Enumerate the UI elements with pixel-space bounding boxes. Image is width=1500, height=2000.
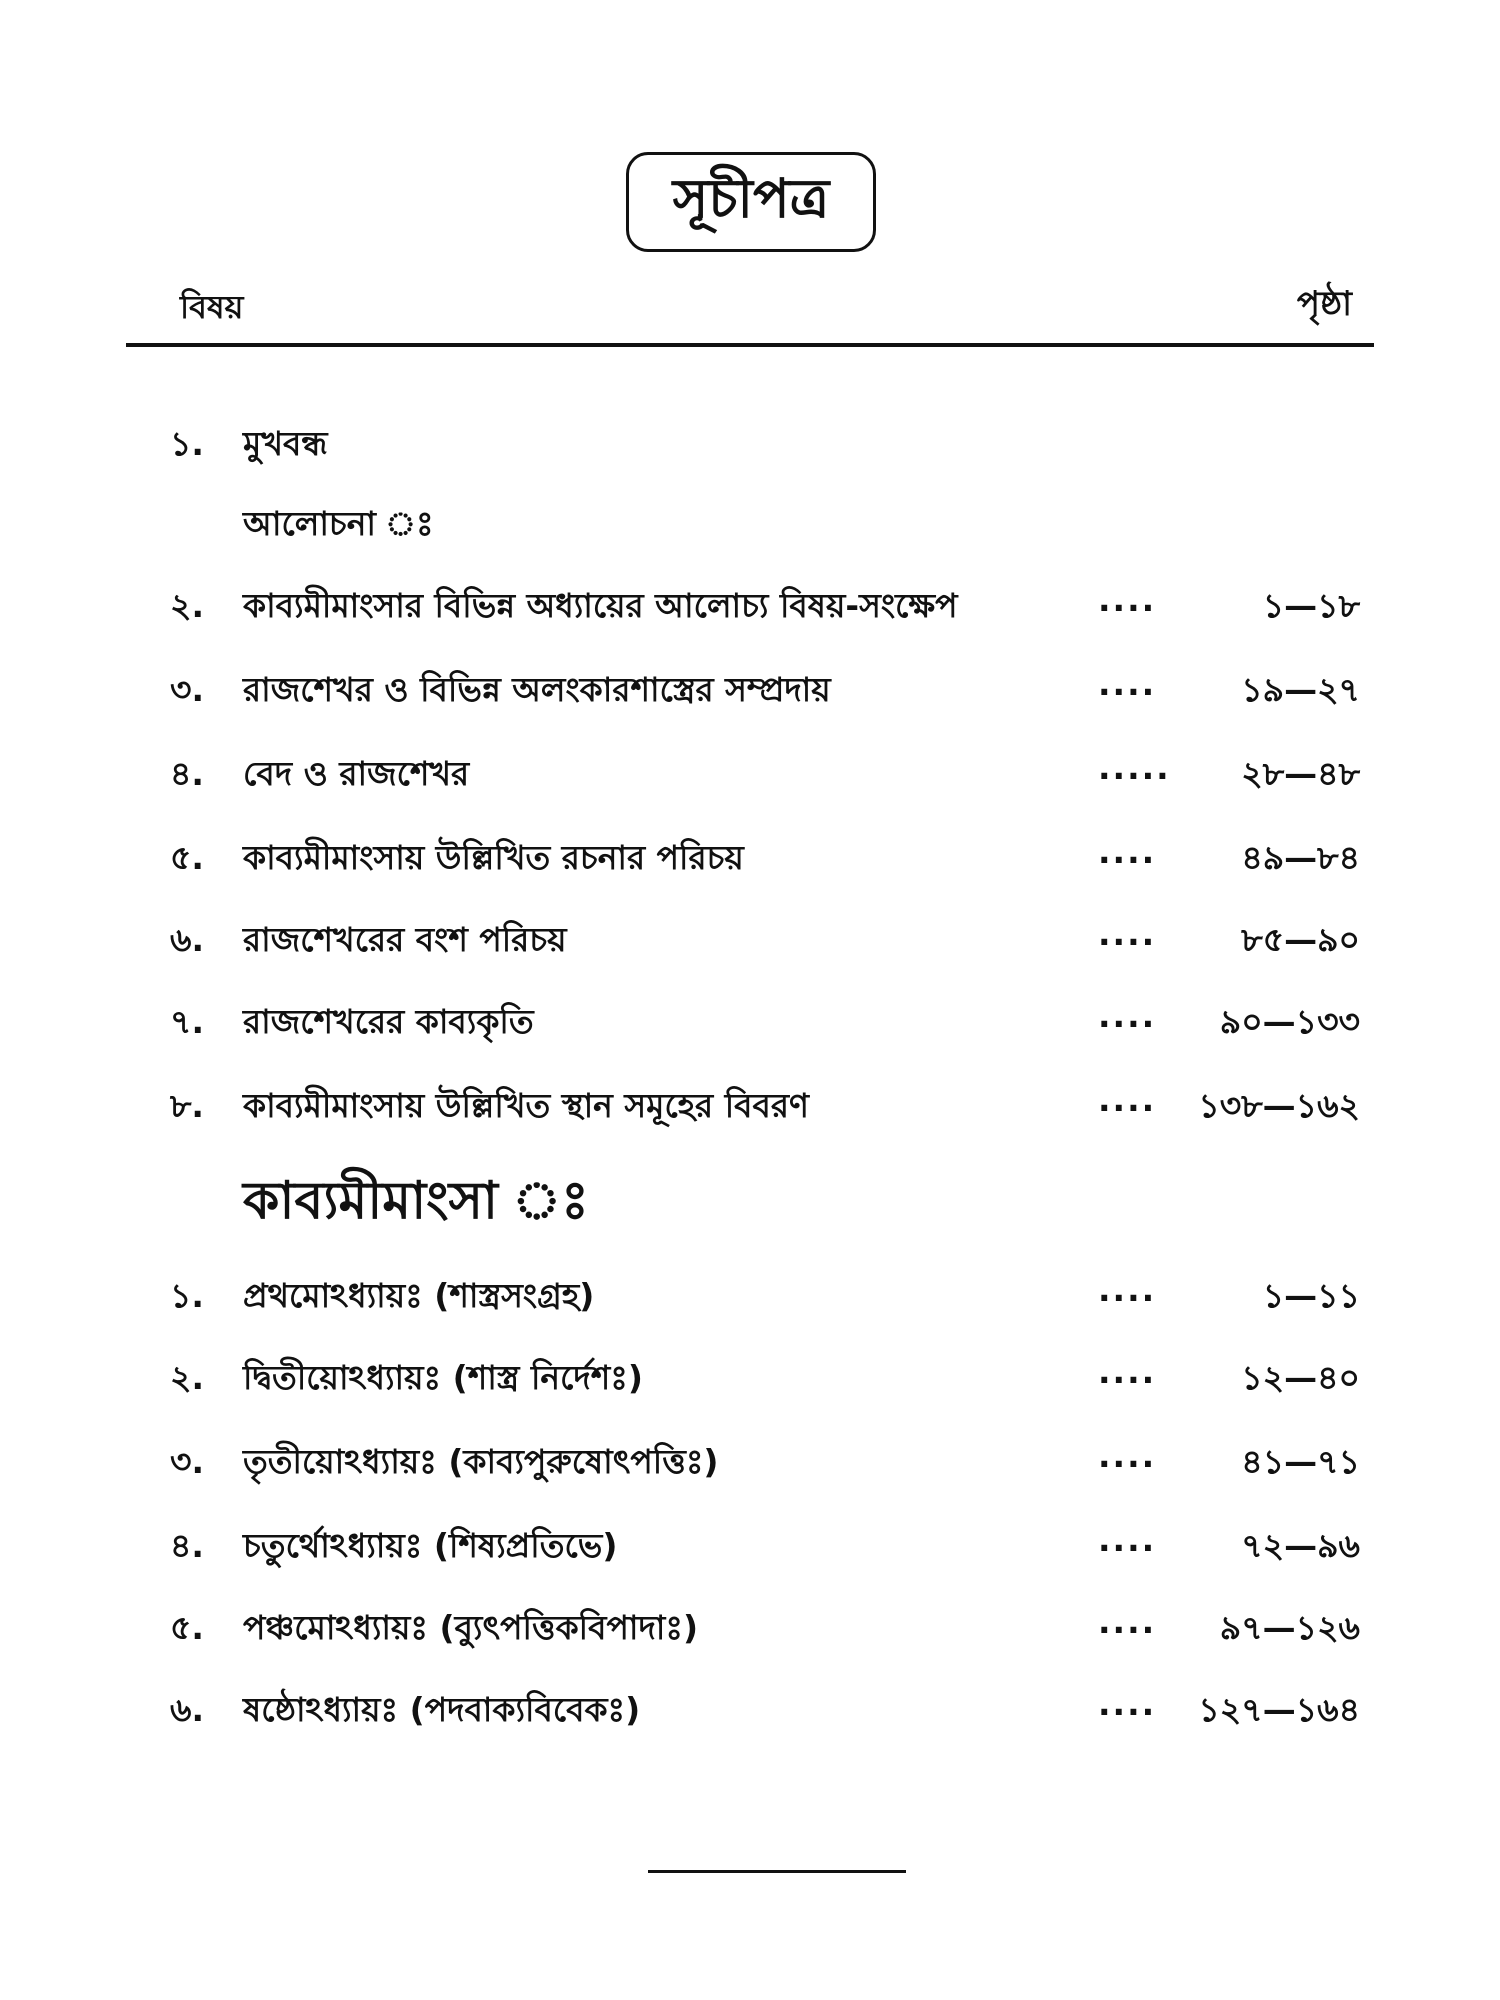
entry-title: চতুর্থোঽধ্যায়ঃ (শিষ্যপ্রতিভে): [243, 1526, 618, 1565]
entry-pages: ২৮—৪৮: [1241, 754, 1360, 793]
entry-title: ষষ্ঠোঽধ্যায়ঃ (পদবাক্যবিবেকঃ): [243, 1690, 641, 1729]
entry-number: ১.: [170, 424, 204, 463]
entry-title: মুখবন্ধ: [243, 424, 328, 463]
toc-entry: [0, 914, 1500, 964]
entry-leader: ....: [1098, 580, 1157, 619]
toc-entry-preface: [0, 418, 1500, 468]
end-rule: [648, 1870, 906, 1873]
entry-leader: .....: [1098, 748, 1171, 787]
page-title: সূচীপত্র: [626, 152, 876, 252]
entry-leader: ....: [1098, 996, 1157, 1035]
toc-entry: [0, 1270, 1500, 1320]
toc-entry: [0, 1520, 1500, 1570]
entry-number: ৩.: [170, 1442, 204, 1481]
entry-number: ৬.: [170, 920, 204, 959]
entry-number: ১.: [170, 1276, 204, 1315]
entry-number: ৪.: [170, 1526, 204, 1565]
entry-number: ২.: [170, 1358, 204, 1397]
entry-number: ৮.: [170, 1086, 204, 1125]
entry-leader: ....: [1098, 1352, 1157, 1391]
entry-title: রাজশেখরের বংশ পরিচয়: [243, 920, 567, 959]
section-heading-kavyamimamsa: কাব্যমীমাংসা ঃ: [243, 1171, 589, 1231]
entry-leader: ....: [1098, 1080, 1157, 1119]
entry-title: রাজশেখর ও বিভিন্ন অলংকারশাস্ত্রের সম্প্রদায়: [243, 670, 831, 709]
entry-leader: ....: [1098, 914, 1157, 953]
entry-pages: ১—১১: [1262, 1276, 1360, 1315]
entry-pages: ৪৯—৮৪: [1241, 838, 1360, 877]
toc-entry: [0, 832, 1500, 882]
entry-pages: ১৩৮—১৬২: [1198, 1086, 1360, 1125]
toc-entry: [0, 580, 1500, 630]
entry-title: তৃতীয়োঽধ্যায়ঃ (কাব্যপুরুষোৎপত্তিঃ): [243, 1442, 719, 1481]
toc-entry: [0, 1602, 1500, 1652]
header-subject: বিষয়: [180, 288, 244, 326]
entry-title: প্রথমোঽধ্যায়ঃ (শাস্ত্রসংগ্রহ): [243, 1276, 595, 1315]
entry-number: ৫.: [170, 1608, 204, 1647]
entry-number: ৬.: [170, 1690, 204, 1729]
entry-pages: ১৯—২৭: [1241, 670, 1360, 709]
entry-leader: ....: [1098, 1520, 1157, 1559]
entry-number: ৭.: [170, 1002, 204, 1041]
entry-pages: ৮৫—৯০: [1241, 920, 1360, 959]
entry-leader: ....: [1098, 1270, 1157, 1309]
entry-title: রাজশেখরের কাব্যকৃতি: [243, 1002, 534, 1041]
entry-number: ৪.: [170, 754, 204, 793]
header-rule: [126, 343, 1374, 347]
toc-entry: [0, 1436, 1500, 1486]
entry-number: ৫.: [170, 838, 204, 877]
entry-title: কাব্যমীমাংসার বিভিন্ন অধ্যায়ের আলোচ্য বিষয়-সংক্ষেপ: [243, 586, 958, 625]
entry-number: ৩.: [170, 670, 204, 709]
entry-leader: ....: [1098, 832, 1157, 871]
toc-entry: [0, 664, 1500, 714]
entry-leader: ....: [1098, 1684, 1157, 1723]
toc-entry: [0, 748, 1500, 798]
toc-entry: [0, 1352, 1500, 1402]
entry-title: বেদ ও রাজশেখর: [243, 754, 470, 793]
entry-leader: ....: [1098, 664, 1157, 703]
entry-title: কাব্যমীমাংসায় উল্লিখিত রচনার পরিচয়: [243, 838, 744, 877]
toc-entry: [0, 1080, 1500, 1130]
toc-entry: [0, 996, 1500, 1046]
entry-pages: ৪১—৭১: [1241, 1442, 1360, 1481]
entry-number: ২.: [170, 586, 204, 625]
toc-entry: [0, 1684, 1500, 1734]
entry-pages: ৭২—৯৬: [1241, 1526, 1360, 1565]
entry-leader: ....: [1098, 1602, 1157, 1641]
entry-pages: ১—১৮: [1262, 586, 1360, 625]
entry-title: দ্বিতীয়োঽধ্যায়ঃ (শাস্ত্র নির্দেশঃ): [243, 1358, 643, 1397]
section-heading-discussion: আলোচনা ঃ: [243, 504, 434, 543]
entry-pages: ১২৭—১৬৪: [1198, 1690, 1360, 1729]
header-page: পৃষ্ঠা: [1296, 284, 1352, 324]
entry-title: পঞ্চমোঽধ্যায়ঃ (ব্যুৎপত্তিকবিপাদাঃ): [243, 1608, 699, 1647]
entry-pages: ৯৭—১২৬: [1219, 1608, 1360, 1647]
entry-title: কাব্যমীমাংসায় উল্লিখিত স্থান সমূহের বিবরণ: [243, 1086, 809, 1125]
entry-pages: ১২—৪০: [1241, 1358, 1360, 1397]
entry-pages: ৯০—১৩৩: [1219, 1002, 1360, 1041]
entry-leader: ....: [1098, 1436, 1157, 1475]
